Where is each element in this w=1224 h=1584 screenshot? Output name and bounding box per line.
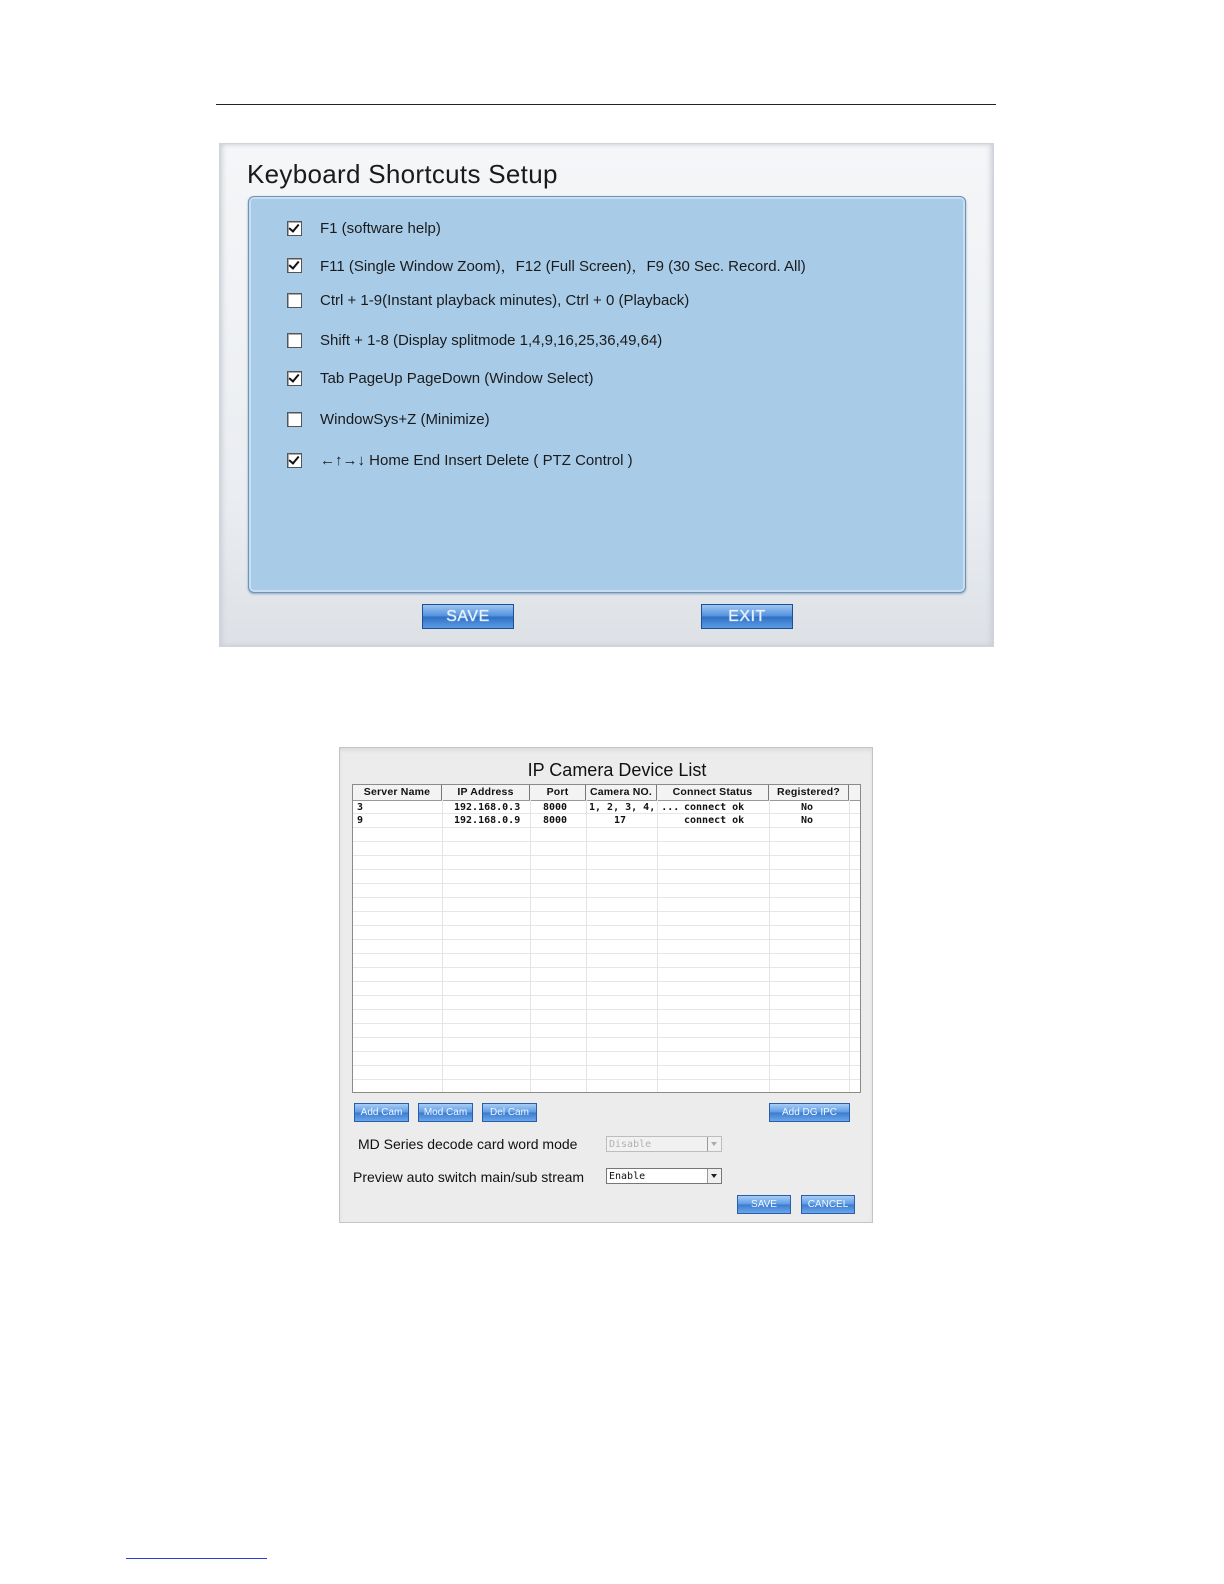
column-divider [657,800,658,1092]
table-row[interactable] [353,940,860,954]
shortcut-item-zoom[interactable] [287,255,806,275]
column-header-registered[interactable]: Registered? [769,785,849,800]
shortcut-item-minimize[interactable] [287,409,490,429]
table-row[interactable] [353,828,860,842]
cell-registered: No [801,815,814,826]
shortcut-item-ptz[interactable] [287,450,633,470]
preview-switch-label: Preview auto switch main/sub stream [353,1169,585,1185]
table-row[interactable] [353,1066,860,1080]
column-divider [530,800,531,1092]
exit-button[interactable]: EXIT [701,604,793,629]
column-header-port[interactable]: Port [530,785,586,800]
shortcut-checkbox[interactable] [287,371,302,386]
table-row[interactable] [353,982,860,996]
cell-connect-status: connect ok [684,802,745,813]
cell-connect-status: connect ok [684,815,745,826]
table-row[interactable] [353,926,860,940]
cell-server-name: 3 [357,802,364,813]
cell-ip-address: 192.168.0.3 [454,802,521,813]
table-row[interactable] [353,1080,860,1093]
shortcut-label: Tab PageUp PageDown (Window Select) [320,369,594,387]
cell-camera-no: 1, 2, 3, 4, ... [589,802,680,813]
table-row[interactable] [353,954,860,968]
shortcut-checkbox[interactable] [287,412,302,427]
table-row[interactable] [353,814,860,828]
shortcut-label: F11 (Single Window Zoom)，F12 (Full Screen)，F9 (30 Sec. Record. All) [320,257,806,275]
dialog-title: Keyboard Shortcuts Setup [247,159,558,189]
device-table[interactable] [352,784,861,1093]
cell-server-name: 9 [357,815,364,826]
column-header-ip-address[interactable]: IP Address [442,785,530,800]
table-row[interactable] [353,1010,860,1024]
shortcut-label: WindowSys+Z (Minimize) [320,410,490,428]
chevron-down-icon[interactable] [707,1169,721,1183]
cancel-button[interactable]: CANCEL [801,1195,855,1214]
mod-cam-button[interactable]: Mod Cam [418,1103,473,1122]
column-header-camera-no[interactable]: Camera NO. [586,785,657,800]
cell-ip-address: 192.168.0.9 [454,815,521,826]
column-header-server-name[interactable]: Server Name [353,785,442,800]
cell-camera-no: 17 [614,815,627,826]
cell-port: 8000 [543,815,568,826]
add-dg-ipc-button[interactable]: Add DG IPC [769,1103,850,1122]
shortcut-checkbox[interactable] [287,333,302,348]
table-row[interactable] [353,870,860,884]
save-button[interactable]: SAVE [737,1195,791,1214]
table-row[interactable] [353,968,860,982]
shortcut-label: Shift + 1-8 (Display splitmode 1,4,9,16,25,36,49,64) [320,331,663,349]
keyboard-shortcuts-dialog [219,143,994,647]
column-divider [849,800,850,1092]
table-row[interactable] [353,1024,860,1038]
table-row[interactable] [353,842,860,856]
md-series-select [606,1136,722,1152]
shortcut-item-window-select[interactable] [287,368,593,388]
page-header-rule [216,104,996,105]
table-row[interactable] [353,884,860,898]
column-divider [442,800,443,1092]
add-cam-button[interactable]: Add Cam [354,1103,409,1122]
md-series-label: MD Series decode card word mode [358,1136,578,1152]
shortcut-label: F1 (software help) [320,219,441,237]
table-row[interactable] [353,898,860,912]
table-row[interactable] [353,996,860,1010]
column-header-connect-status[interactable]: Connect Status [657,785,769,800]
chevron-down-icon [707,1137,721,1151]
shortcut-label: Ctrl + 1-9(Instant playback minutes), Ctrl + 0 (Playback) [320,291,690,309]
table-row[interactable] [353,856,860,870]
column-divider [769,800,770,1092]
md-series-value: Disable [609,1139,652,1150]
footer-link-underline [126,1558,267,1559]
table-row[interactable] [353,912,860,926]
table-row[interactable] [353,1038,860,1052]
ip-camera-dialog [339,747,873,1223]
column-divider [586,800,587,1092]
shortcut-item-playback[interactable] [287,290,689,310]
shortcut-item-splitmode[interactable] [287,330,662,350]
del-cam-button[interactable]: Del Cam [482,1103,537,1122]
table-row[interactable] [353,1052,860,1066]
shortcut-checkbox[interactable] [287,221,302,236]
preview-switch-select[interactable] [606,1168,722,1184]
preview-switch-value: Enable [609,1171,646,1182]
shortcut-checkbox[interactable] [287,293,302,308]
shortcut-item-f1[interactable] [287,218,441,238]
shortcut-checkbox[interactable] [287,258,302,273]
save-button[interactable]: SAVE [422,604,514,629]
cell-port: 8000 [543,802,568,813]
shortcut-label: ←↑→↓ Home End Insert Delete ( PTZ Control ) [320,451,633,469]
cell-registered: No [801,802,814,813]
shortcut-checkbox[interactable] [287,453,302,468]
dialog-title: IP Camera Device List [527,760,707,780]
table-header [353,785,860,801]
